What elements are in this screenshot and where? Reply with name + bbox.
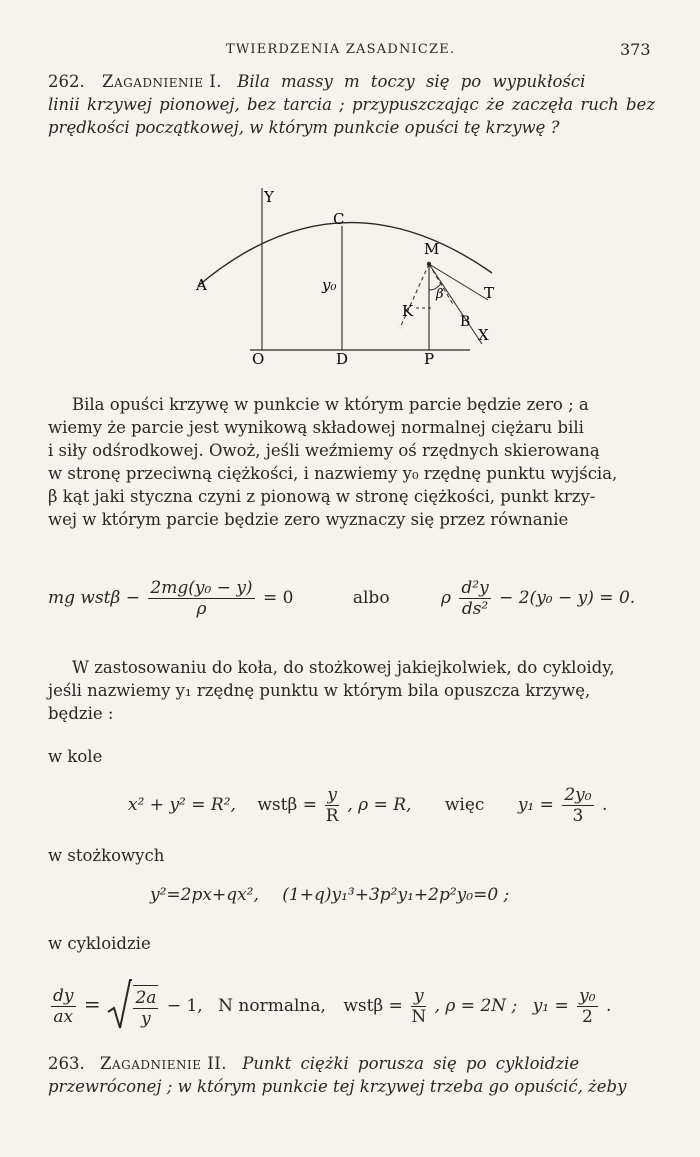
eq-right-suffix: − 2(y₀ − y) = 0.: [499, 588, 636, 608]
fraction: [459, 578, 490, 619]
circle-wiec: więc: [444, 795, 485, 815]
text-line: jeśli nazwiemy y₁ rzędnę punktu w którym bila opuszcza krzywę,: [48, 681, 591, 700]
text-line: Bila opuści krzywę w punkcie w którym parcie będzie zero ; a: [72, 395, 589, 414]
running-header: [0, 38, 700, 62]
circle-wstb: wstβ =: [257, 795, 317, 815]
page-number: 373: [620, 40, 651, 59]
label-c: C: [333, 210, 345, 228]
equation-conic: [150, 885, 650, 905]
fraction: [562, 785, 593, 826]
circle-rho: , ρ = R,: [347, 795, 412, 815]
label-circle: w kole: [48, 747, 103, 766]
eq-left-prefix: mg wstβ −: [48, 588, 140, 608]
problem-263-line1: [48, 1052, 656, 1075]
circle-equation: x² + y² = R²,: [128, 795, 236, 815]
label-conic: w stożkowych: [48, 846, 165, 865]
fraction-denominator: 3: [572, 806, 584, 826]
fraction-numerator: 2mg(y₀ − y): [150, 578, 253, 598]
label-y0: y₀: [322, 276, 337, 294]
equals-sign: =: [83, 992, 101, 1016]
text-line: i siły odśrodkowej. Owoż, jeśli weźmiemy oś rzędnych skierowaną: [48, 441, 600, 460]
problem-262-line1: [48, 70, 656, 93]
fraction-numerator: d²y: [461, 578, 489, 598]
fraction-numerator: y₀: [579, 986, 596, 1006]
text-line: będzie :: [48, 704, 114, 723]
circle-y1: y₁ =: [517, 795, 554, 815]
normal-label: N normalna,: [218, 996, 326, 1016]
equation-cycloid: [48, 978, 668, 1035]
sqrt-sign: [106, 978, 132, 1035]
label-beta: β: [436, 287, 444, 302]
eq-rho: ρ: [440, 588, 451, 608]
fraction-denominator: y: [141, 1008, 151, 1029]
problem-heading: Zagadnienie I.: [102, 72, 223, 91]
fraction: [133, 985, 158, 1029]
conic-result: (1+q)y₁³+3p²y₁+2p²y₀=0 ;: [282, 885, 510, 905]
cycloid-suffix: .: [606, 996, 612, 1016]
label-x: X: [478, 326, 489, 344]
text-line: wiemy że parcie jest wynikową składowej normalnej ciężaru bili: [48, 418, 584, 437]
conic-equation: y²=2px+qx²,: [150, 885, 259, 905]
cycloid-y1: y₁ =: [532, 996, 569, 1016]
problem-text: Punkt ciężki porusza się po cykloidzie: [242, 1054, 580, 1073]
label-d: D: [336, 350, 349, 368]
problem-number: 263.: [48, 1054, 85, 1073]
cycloid-wstb: wstβ =: [343, 996, 403, 1016]
problem-text: linii krzywej pionowej, bez tarcia ; przypuszczając że zaczęła ruch bez: [48, 95, 656, 114]
equation-zero-pressure: [48, 578, 656, 619]
text-line: W zastosowaniu do koła, do stożkowej jakiejkolwiek, do cykloidy,: [72, 658, 615, 677]
label-y: Y: [264, 188, 274, 206]
label-cycloid: w cykloidzie: [48, 934, 151, 953]
convex-curve: [198, 223, 492, 286]
eq-connector: albo: [352, 588, 390, 608]
label-t: T: [484, 284, 495, 302]
fraction: [51, 986, 76, 1027]
fraction: [325, 785, 339, 826]
problem-number: 262.: [48, 72, 85, 91]
fraction-numerator: y: [411, 986, 426, 1007]
label-k: K: [402, 302, 414, 320]
problem-heading: Zagadnienie II.: [100, 1054, 228, 1073]
fraction-denominator: 2: [581, 1007, 593, 1027]
root-suffix: − 1,: [166, 996, 203, 1016]
circle-suffix: .: [601, 795, 608, 815]
eq-left-suffix: = 0: [262, 588, 294, 608]
fraction-numerator: 2y₀: [564, 785, 592, 805]
cycloid-rho: , ρ = 2N ;: [434, 996, 518, 1016]
fraction-denominator: ds²: [461, 599, 489, 619]
problem-263: [48, 1052, 656, 1098]
text-line: wej w którym parcie będzie zero wyznaczy się przez równanie: [48, 510, 569, 529]
paragraph-zastosowanie: [48, 656, 656, 725]
label-b: B: [460, 314, 471, 330]
problem-text: Bila massy m toczy się po wypukłości: [237, 72, 586, 91]
fraction-denominator: ρ: [196, 599, 207, 619]
text-line: w stronę przeciwną ciężkości, i nazwiemy y₀ rzędnę punktu wyjścia,: [48, 464, 618, 483]
fraction: [411, 986, 426, 1027]
fraction: [577, 986, 597, 1027]
problem-text: prędkości początkowej, w którym punkcie opuści tę krzywę ?: [48, 118, 560, 137]
label-m: M: [424, 240, 440, 258]
fraction-denominator: R: [325, 806, 339, 826]
label-p: P: [424, 350, 435, 368]
fraction-numerator: y: [327, 785, 337, 805]
normal-line: [429, 264, 482, 344]
problem-text: przewróconej ; w którym punkcie tej krzywej trzeba go opuścić, żeby: [48, 1077, 627, 1096]
label-a: A: [196, 276, 207, 294]
fraction-denominator: ax: [53, 1007, 74, 1027]
fraction-numerator: dy: [53, 986, 74, 1006]
equation-circle: [128, 785, 668, 826]
fraction-numerator: 2a: [135, 987, 157, 1008]
running-title: TWIERDZENIA ZASADNICZE.: [226, 42, 456, 57]
paragraph-parcie: [48, 393, 656, 531]
problem-262: [48, 70, 656, 139]
curve-figure: [170, 178, 530, 368]
label-o: O: [252, 350, 265, 368]
point-m: [427, 262, 431, 266]
radical-icon: [106, 978, 132, 1030]
text-line: β kąt jaki styczna czyni z pionową w stronę ciężkości, punkt krzy-: [48, 487, 596, 506]
fraction-denominator: N: [411, 1007, 427, 1027]
fraction: [148, 578, 254, 619]
